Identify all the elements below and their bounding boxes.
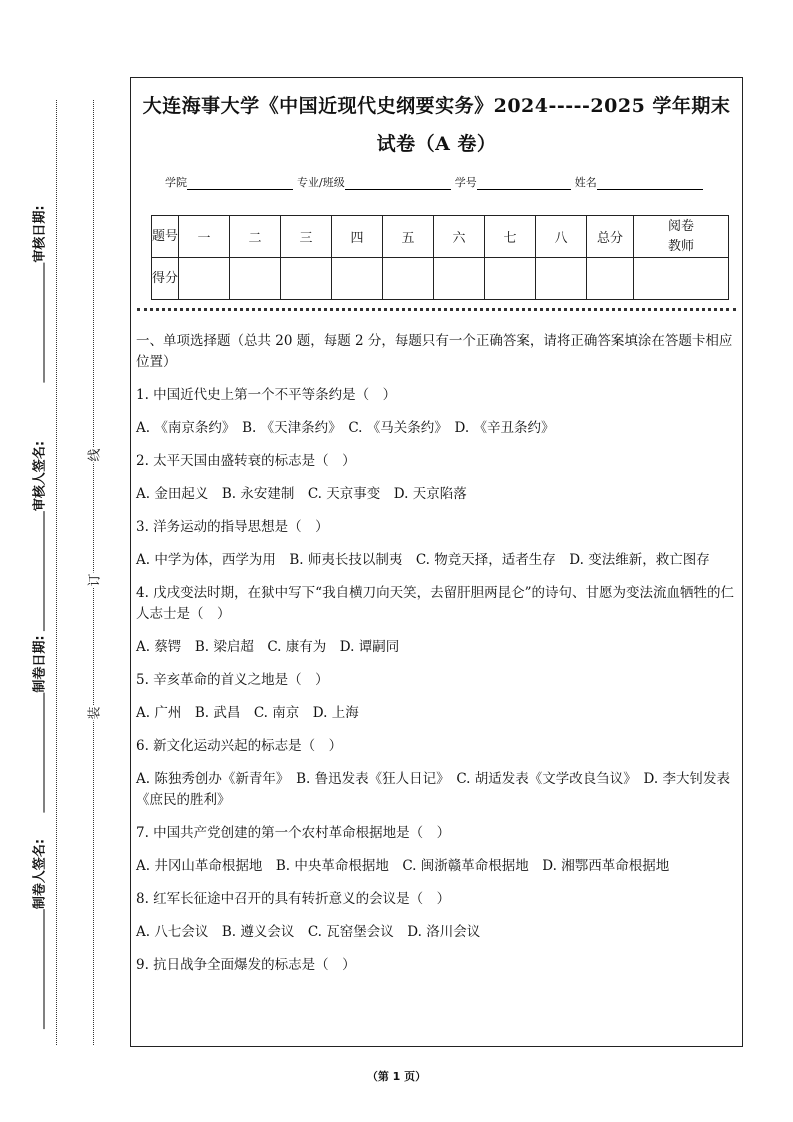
exam-frame — [130, 77, 743, 1047]
page-number: （第 1 页） — [366, 1070, 427, 1083]
review-date-blank[interactable] — [32, 263, 45, 383]
binding-char-zhuang: 装 — [84, 705, 103, 720]
binding-char-xian: 线 — [84, 447, 103, 462]
score-col-header: 七 — [485, 216, 536, 258]
exam-title: 大连海事大学《中国近现代史纲要实务》2024-----2025 学年期末 — [142, 95, 731, 117]
question-options: A. 金田起义 B. 永安建制 C. 天京事变 D. 天京陷落 — [136, 486, 467, 502]
question-stem: 2. 太平天国由盛转衰的标志是（ ） — [136, 453, 356, 469]
student-info-row — [165, 174, 707, 190]
section-multiple-choice — [136, 328, 737, 988]
score-cell[interactable] — [434, 258, 485, 300]
question-stem: 8. 红军长征途中召开的具有转折意义的会议是（ ） — [136, 891, 451, 907]
score-cell[interactable] — [332, 258, 383, 300]
score-cell-grader[interactable] — [634, 258, 729, 300]
score-col-header: 六 — [434, 216, 485, 258]
question-options: A. 八七会议 B. 遵义会议 C. 瓦窑堡会议 D. 洛川会议 — [136, 924, 481, 940]
question-options: A. 《南京条约》 B. 《天津条约》 C. 《马关条约》 D. 《辛丑条约》 — [136, 420, 555, 436]
score-col-header: 五 — [383, 216, 434, 258]
score-cell[interactable] — [383, 258, 434, 300]
score-col-header: 八 — [536, 216, 587, 258]
student-id-blank[interactable] — [477, 178, 571, 190]
exam-subtitle: 试卷（A 卷） — [376, 133, 497, 155]
score-table-score-row — [152, 258, 729, 300]
compile-date-blank[interactable] — [32, 693, 45, 813]
score-col-header: 三 — [281, 216, 332, 258]
dotted-separator — [137, 308, 736, 311]
major-class-blank[interactable] — [345, 178, 451, 190]
binding-char-ding: 订 — [84, 572, 103, 587]
question-stem: 3. 洋务运动的指导思想是（ ） — [136, 519, 329, 535]
score-col-grader: 阅卷教师 — [634, 216, 729, 258]
score-table-row-label: 题号 — [152, 216, 179, 258]
question-stem: 1. 中国近代史上第一个不平等条约是（ ） — [136, 387, 397, 403]
question-stem: 5. 辛亥革命的首义之地是（ ） — [136, 672, 329, 688]
question-options: A. 陈独秀创办《新青年》 B. 鲁迅发表《狂人日记》 C. 胡适发表《文学改良刍议》 D. 李大钊发表《庶民的胜利》 — [136, 771, 730, 808]
question-stem: 9. 抗日战争全面爆发的标志是（ ） — [136, 957, 356, 973]
score-col-header: 二 — [230, 216, 281, 258]
compiler-signature-blank[interactable] — [32, 909, 45, 1029]
field-label-id: 学号 — [454, 176, 477, 189]
question-options: A. 广州 B. 武昌 C. 南京 D. 上海 — [136, 705, 359, 721]
score-cell[interactable] — [536, 258, 587, 300]
field-label-major: 专业/班级 — [297, 176, 345, 189]
score-col-header: 一 — [179, 216, 230, 258]
score-col-header: 四 — [332, 216, 383, 258]
name-blank[interactable] — [597, 178, 703, 190]
college-blank[interactable] — [187, 178, 293, 190]
field-label-college: 学院 — [165, 176, 187, 189]
score-table-row-label: 得分 — [152, 258, 179, 300]
question-options: A. 中学为体，西学为用 B. 师夷长技以制夷 C. 物竞天择，适者生存 D. 变法维新，救亡图存 — [136, 552, 710, 568]
score-cell-total[interactable] — [587, 258, 634, 300]
score-cell[interactable] — [485, 258, 536, 300]
question-stem: 4. 戊戌变法时期，在狱中写下“我自横刀向天笑，去留肝胆两昆仑”的诗句、甘愿为变法流血牺牲的仁人志士是（ ） — [136, 585, 734, 622]
compile-date-field: 制卷日期: — [29, 635, 48, 814]
question-stem: 6. 新文化运动兴起的标志是（ ） — [136, 738, 343, 754]
reviewer-signature-blank[interactable] — [32, 511, 45, 631]
question-options: A. 井冈山革命根据地 B. 中央革命根据地 C. 闽浙赣革命根据地 D. 湘鄂西革命根据地 — [136, 858, 670, 874]
binding-dotted-line-outer — [56, 100, 57, 1045]
score-cell[interactable] — [281, 258, 332, 300]
score-cell[interactable] — [179, 258, 230, 300]
question-stem: 7. 中国共产党创建的第一个农村革命根据地是（ ） — [136, 825, 451, 841]
score-table — [151, 215, 729, 300]
section-heading: 一、单项选择题（总共 20 题，每题 2 分，每题只有一个正确答案，请将正确答案填涂在答题卡相应位置） — [136, 333, 733, 370]
reviewer-signature-field: 审核人签名: — [29, 441, 48, 633]
score-col-total: 总分 — [587, 216, 634, 258]
field-label-name: 姓名 — [574, 176, 597, 189]
review-date-field: 审核日期: — [29, 205, 48, 384]
score-table-header-row — [152, 216, 729, 258]
score-cell[interactable] — [230, 258, 281, 300]
question-options: A. 蔡锷 B. 梁启超 C. 康有为 D. 谭嗣同 — [136, 639, 400, 655]
compiler-signature-field: 制卷人签名: — [29, 839, 48, 1031]
